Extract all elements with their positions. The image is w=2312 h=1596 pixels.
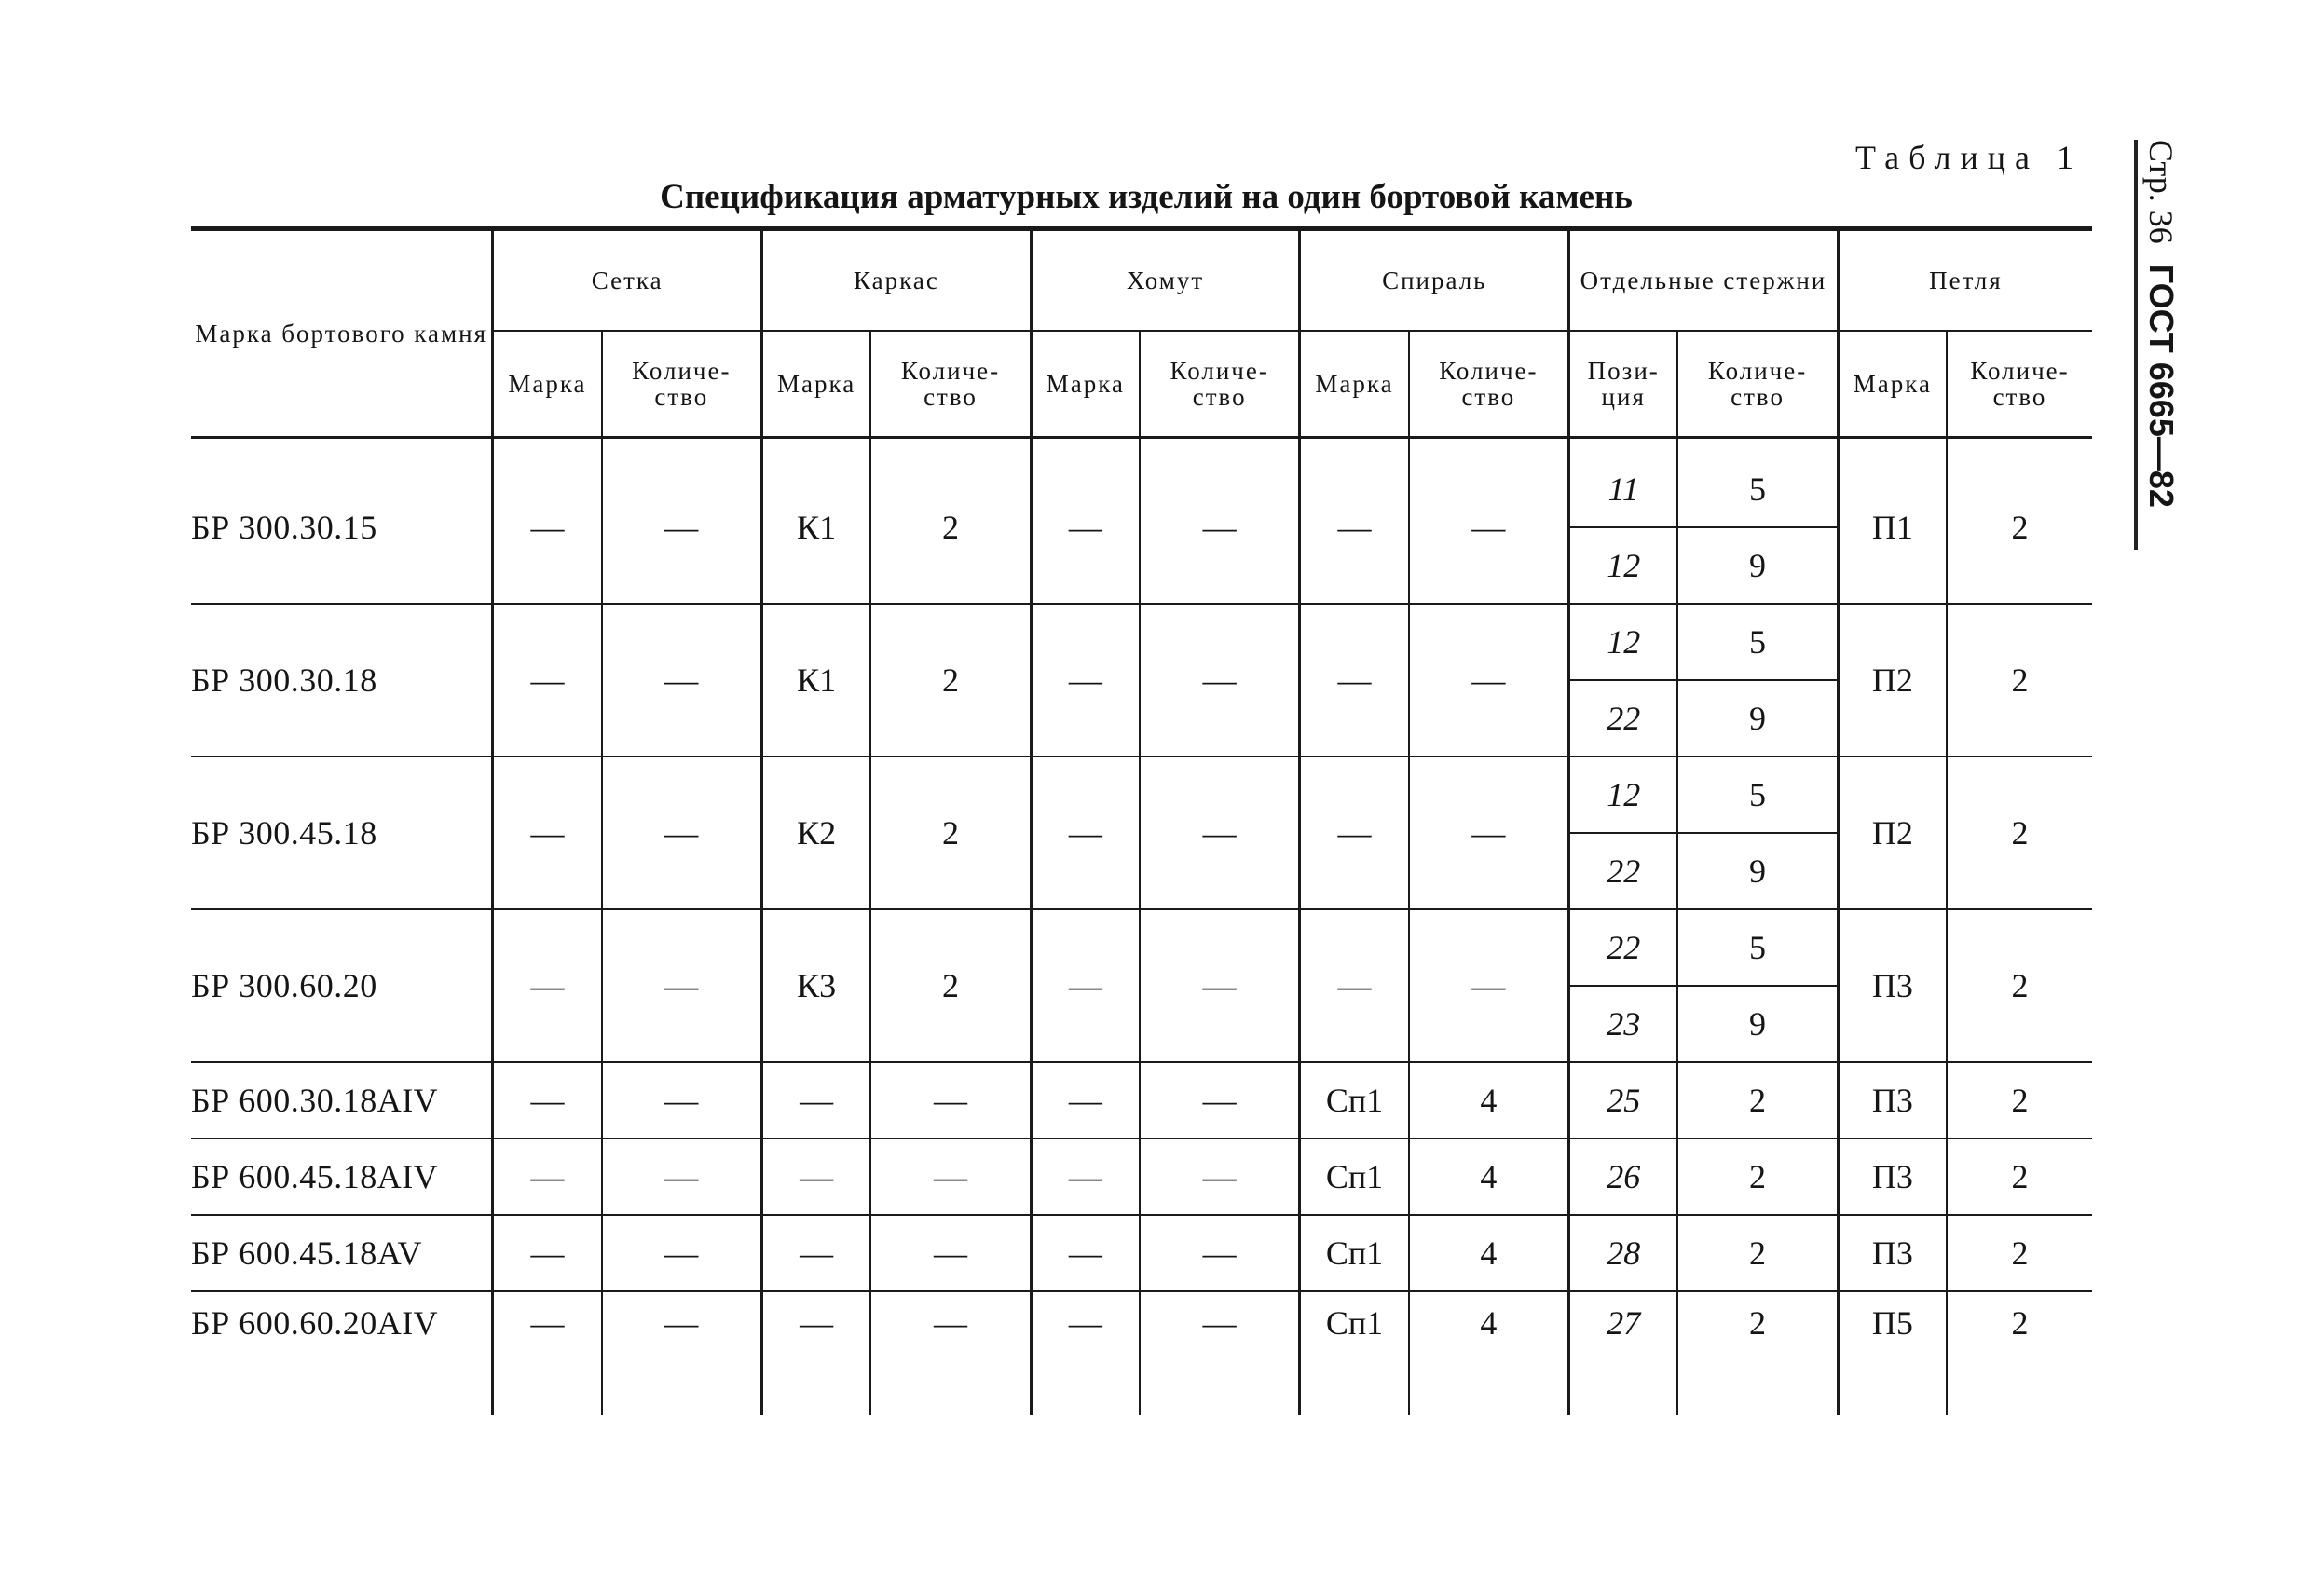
spiral-mark-cell: — xyxy=(1300,757,1409,909)
rod-position-cell: 27 xyxy=(1569,1291,1678,1415)
rod-position-cell: 11 xyxy=(1569,438,1678,528)
subheader-position: Пози-ция xyxy=(1569,331,1678,438)
setka-mark-cell: — xyxy=(493,757,602,909)
header-group-khomut: Хомут xyxy=(1031,229,1300,332)
table-body xyxy=(191,438,2092,1416)
table-row xyxy=(191,1291,2092,1415)
spiral-qty-cell: 4 xyxy=(1409,1291,1569,1415)
petlya-qty-cell: 2 xyxy=(1947,1062,2092,1139)
karkas-mark-cell: К3 xyxy=(762,909,871,1062)
spiral-qty-cell: 4 xyxy=(1409,1062,1569,1139)
subheader-mark: Марка xyxy=(1031,331,1140,438)
table-row xyxy=(191,1215,2092,1291)
karkas-mark-cell: — xyxy=(762,1139,871,1215)
setka-mark-cell: — xyxy=(493,604,602,757)
setka-mark-cell: — xyxy=(493,438,602,605)
petlya-mark-cell: П3 xyxy=(1838,1062,1947,1139)
spiral-mark-cell: Сп1 xyxy=(1300,1215,1409,1291)
petlya-qty-cell: 2 xyxy=(1947,1215,2092,1291)
khomut-qty-cell: — xyxy=(1140,1062,1300,1139)
spiral-mark-cell: — xyxy=(1300,438,1409,605)
petlya-qty-cell: 2 xyxy=(1947,1139,2092,1215)
khomut-mark-cell: — xyxy=(1031,909,1140,1062)
rod-qty-cell: 5 xyxy=(1677,757,1838,833)
setka-qty-cell: — xyxy=(602,1062,762,1139)
header-curb-mark: Марка бортового камня xyxy=(191,229,493,438)
karkas-qty-cell: 2 xyxy=(870,604,1031,757)
curb-mark-cell: БР 300.45.18 xyxy=(191,757,493,909)
curb-mark-cell: БР 300.60.20 xyxy=(191,909,493,1062)
curb-mark-cell: БР 300.30.18 xyxy=(191,604,493,757)
header-group-petlya: Петля xyxy=(1838,229,2092,332)
rod-qty-cell: 2 xyxy=(1677,1215,1838,1291)
subheader-mark: Марка xyxy=(762,331,871,438)
setka-qty-cell: — xyxy=(602,604,762,757)
rod-position-cell: 22 xyxy=(1569,680,1678,757)
petlya-mark-cell: П3 xyxy=(1838,1215,1947,1291)
subheader-mark: Марка xyxy=(1838,331,1947,438)
setka-qty-cell: — xyxy=(602,909,762,1062)
khomut-mark-cell: — xyxy=(1031,604,1140,757)
setka-mark-cell: — xyxy=(493,1062,602,1139)
khomut-mark-cell: — xyxy=(1031,1215,1140,1291)
karkas-mark-cell: — xyxy=(762,1062,871,1139)
karkas-qty-cell: 2 xyxy=(870,909,1031,1062)
table-number-label: Таблица 1 xyxy=(1855,139,2083,176)
spiral-qty-cell: — xyxy=(1409,438,1569,605)
khomut-qty-cell: — xyxy=(1140,1215,1300,1291)
spiral-mark-cell: Сп1 xyxy=(1300,1062,1409,1139)
khomut-mark-cell: — xyxy=(1031,1062,1140,1139)
karkas-qty-cell: 2 xyxy=(870,757,1031,909)
rod-position-cell: 22 xyxy=(1569,909,1678,986)
spiral-qty-cell: 4 xyxy=(1409,1215,1569,1291)
rod-qty-cell: 2 xyxy=(1677,1291,1838,1415)
setka-qty-cell: — xyxy=(602,757,762,909)
karkas-mark-cell: К1 xyxy=(762,438,871,605)
petlya-mark-cell: П2 xyxy=(1838,604,1947,757)
rod-qty-cell: 2 xyxy=(1677,1139,1838,1215)
setka-qty-cell: — xyxy=(602,1215,762,1291)
rod-qty-cell: 5 xyxy=(1677,604,1838,680)
petlya-mark-cell: П2 xyxy=(1838,757,1947,909)
table-row xyxy=(191,1062,2092,1139)
rod-position-cell: 22 xyxy=(1569,833,1678,909)
setka-mark-cell: — xyxy=(493,1139,602,1215)
table-row xyxy=(191,438,2092,528)
rod-position-cell: 12 xyxy=(1569,604,1678,680)
spiral-qty-cell: — xyxy=(1409,757,1569,909)
rod-qty-cell: 5 xyxy=(1677,438,1838,528)
table-row xyxy=(191,1139,2092,1215)
rod-qty-cell: 9 xyxy=(1677,527,1838,604)
page-number: Стр. 36 xyxy=(2142,140,2180,244)
petlya-qty-cell: 2 xyxy=(1947,909,2092,1062)
header-group-rods: Отдельные стержни xyxy=(1569,229,1839,332)
table-row xyxy=(191,909,2092,986)
page-side-header xyxy=(2140,140,2181,559)
karkas-mark-cell: К2 xyxy=(762,757,871,909)
spiral-mark-cell: Сп1 xyxy=(1300,1139,1409,1215)
spiral-mark-cell: — xyxy=(1300,604,1409,757)
khomut-qty-cell: — xyxy=(1140,1291,1300,1415)
setka-mark-cell: — xyxy=(493,909,602,1062)
standard-number: ГОСТ 6665—82 xyxy=(2142,264,2181,508)
rod-position-cell: 25 xyxy=(1569,1062,1678,1139)
petlya-qty-cell: 2 xyxy=(1947,438,2092,605)
specification-table xyxy=(191,226,2092,1415)
karkas-mark-cell: — xyxy=(762,1215,871,1291)
khomut-qty-cell: — xyxy=(1140,438,1300,605)
rod-position-cell: 12 xyxy=(1569,757,1678,833)
subheader-qty: Количе-ство xyxy=(602,331,762,438)
curb-mark-cell: БР 600.60.20AIV xyxy=(191,1304,439,1342)
karkas-qty-cell: — xyxy=(870,1215,1031,1291)
table-row xyxy=(191,757,2092,833)
petlya-mark-cell: П3 xyxy=(1838,1139,1947,1215)
karkas-mark-cell: К1 xyxy=(762,604,871,757)
khomut-qty-cell: — xyxy=(1140,757,1300,909)
rod-qty-cell: 9 xyxy=(1677,680,1838,757)
khomut-mark-cell: — xyxy=(1031,1291,1140,1415)
karkas-qty-cell: — xyxy=(870,1291,1031,1415)
khomut-qty-cell: — xyxy=(1140,1139,1300,1215)
table-row xyxy=(191,604,2092,680)
subheader-qty: Количе-ство xyxy=(1409,331,1569,438)
subheader-mark: Марка xyxy=(493,331,602,438)
side-header-rule xyxy=(2134,140,2138,550)
petlya-mark-cell: П5 xyxy=(1838,1291,1947,1415)
subheader-qty: Количе-ство xyxy=(1947,331,2092,438)
karkas-qty-cell: — xyxy=(870,1139,1031,1215)
subheader-qty: Количе-ство xyxy=(1140,331,1300,438)
petlya-mark-cell: П3 xyxy=(1838,909,1947,1062)
spiral-qty-cell: — xyxy=(1409,909,1569,1062)
karkas-mark-cell: — xyxy=(762,1291,871,1415)
khomut-mark-cell: — xyxy=(1031,1139,1140,1215)
rod-position-cell: 26 xyxy=(1569,1139,1678,1215)
subheader-qty: Количе-ство xyxy=(1677,331,1838,438)
header-group-spiral: Спираль xyxy=(1300,229,1569,332)
setka-mark-cell: — xyxy=(493,1215,602,1291)
setka-qty-cell: — xyxy=(602,1139,762,1215)
karkas-qty-cell: — xyxy=(870,1062,1031,1139)
rod-position-cell: 28 xyxy=(1569,1215,1678,1291)
khomut-mark-cell: — xyxy=(1031,438,1140,605)
rod-qty-cell: 9 xyxy=(1677,833,1838,909)
petlya-qty-cell: 2 xyxy=(1947,1291,2092,1415)
karkas-qty-cell: 2 xyxy=(870,438,1031,605)
khomut-qty-cell: — xyxy=(1140,604,1300,757)
curb-mark-cell: БР 600.30.18AIV xyxy=(191,1062,493,1139)
setka-qty-cell: — xyxy=(602,1291,762,1415)
curb-mark-cell: БР 300.30.15 xyxy=(191,438,493,605)
spiral-qty-cell: — xyxy=(1409,604,1569,757)
curb-mark-cell: БР 600.45.18AV xyxy=(191,1215,493,1291)
khomut-mark-cell: — xyxy=(1031,757,1140,909)
rod-position-cell: 23 xyxy=(1569,986,1678,1062)
subheader-mark: Марка xyxy=(1300,331,1409,438)
rod-qty-cell: 5 xyxy=(1677,909,1838,986)
rod-qty-cell: 9 xyxy=(1677,986,1838,1062)
table-title: Спецификация арматурных изделий на один бортовой камень xyxy=(660,178,1633,216)
header-group-karkas: Каркас xyxy=(762,229,1032,332)
subheader-qty: Количе-ство xyxy=(870,331,1031,438)
header-group-setka: Сетка xyxy=(493,229,762,332)
petlya-qty-cell: 2 xyxy=(1947,604,2092,757)
spiral-qty-cell: 4 xyxy=(1409,1139,1569,1215)
petlya-mark-cell: П1 xyxy=(1838,438,1947,605)
petlya-qty-cell: 2 xyxy=(1947,757,2092,909)
rod-qty-cell: 2 xyxy=(1677,1062,1838,1139)
setka-mark-cell: — xyxy=(493,1291,602,1415)
spiral-mark-cell: Сп1 xyxy=(1300,1291,1409,1415)
curb-mark-cell: БР 600.45.18AIV xyxy=(191,1139,493,1215)
khomut-qty-cell: — xyxy=(1140,909,1300,1062)
rod-position-cell: 12 xyxy=(1569,527,1678,604)
spiral-mark-cell: — xyxy=(1300,909,1409,1062)
setka-qty-cell: — xyxy=(602,438,762,605)
